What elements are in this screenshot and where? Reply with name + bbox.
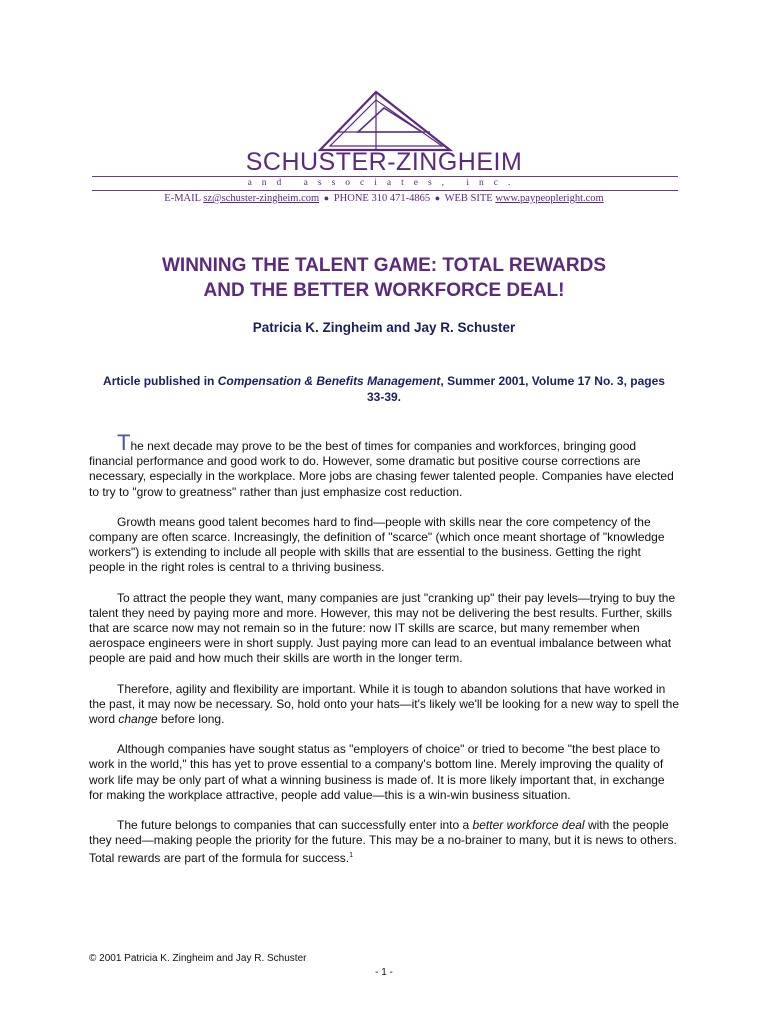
paragraph-5: Although companies have sought status as "employers of choice" or tried to become "the best place to work in the world," this has yet to prove essential to a company's bottom line. Merely improving the quality of work life may be only part of what a winning business is made of. It is more likely important that, in exchange for making the workplace attractive, people add value—this is a win-win business situation.: [89, 742, 665, 802]
paragraph-6-text-a: The future belongs to companies that can successfully enter into a: [117, 818, 473, 833]
pub-prefix: Article published in: [103, 374, 218, 388]
paragraph-1-text: he next decade may prove to be the best of times for companies and workforces, bringing good financial performance and good work to do. However, some dramatic but positive course corrections are necessary, especially in the workplace. More jobs are chasing fewer talented people. Companies have elected to try to "grow to greatness" rather than just emphasize cost reduction.: [89, 439, 674, 499]
paragraph-6-text-b: with the people they need—making people the priority for the future. This may be a no-brainer to many, but it is news to others. Total rewards are part of the formula for success.: [89, 818, 677, 866]
authors: Patricia K. Zingheim and Jay R. Schuster: [252, 320, 516, 335]
title-line-1: WINNING THE TALENT GAME: TOTAL REWARDS: [161, 255, 606, 276]
email-link[interactable]: sz@schuster-zingheim.com: [203, 193, 320, 204]
letterhead-rule-top: [92, 176, 678, 177]
paragraph-4-emphasis: change: [118, 712, 158, 727]
paragraph-6-emphasis: better workforce deal: [472, 818, 585, 833]
page-number: - 1 -: [375, 967, 393, 978]
footnote-ref[interactable]: 1: [349, 852, 354, 860]
article-title: [0, 253, 768, 303]
pyramid-logo-icon: [318, 90, 454, 152]
contact-line: [0, 193, 768, 204]
publication-note: [100, 373, 668, 405]
paragraph-6: [89, 818, 679, 867]
paragraph-3: To attract the people they want, many companies are just "cranking up" their pay levels—trying to buy the talent they need by paying more and more. However, this may not be delivering the best results. Further, skills that are scarce now may not remain so in the future: now IT skills are scarce, but many remember when aerospace engineers were in short supply. Just paying more can lead to an eventual imbalance between what people are paid and how much their skills are worth in the longer term.: [89, 590, 676, 666]
paragraph-1: [89, 430, 679, 500]
title-line-2: AND THE BETTER WORKFORCE DEAL!: [203, 280, 565, 301]
article-body: [89, 430, 679, 882]
letterhead-rule-bottom: [92, 190, 678, 191]
paragraph-2: Growth means good talent becomes hard to find—people with skills near the core competency of the company are often scarce. Increasingly, the definition of "scarce" (which once meant shortage of "knowledge workers") is extending to include all people with skills that are essential to the business. Getting the right people in the right roles is central to a thriving business.: [89, 514, 665, 575]
pub-journal: Compensation & Benefits Management: [217, 374, 441, 388]
brand-name: SCHUSTER-ZINGHEIM: [245, 148, 523, 176]
paragraph-4-text-b: before long.: [157, 712, 225, 727]
email-label: E-MAIL: [164, 193, 201, 204]
brand-subtitle: and associates, inc.: [247, 178, 521, 188]
copyright-notice: © 2001 Patricia K. Zingheim and Jay R. Schuster: [89, 953, 307, 964]
drop-cap: T: [117, 430, 131, 455]
pub-suffix: , Summer 2001, Volume 17 No. 3, pages 33-39.: [366, 374, 665, 404]
bullet-separator: ●: [323, 193, 330, 203]
paragraph-4: [89, 682, 679, 728]
phone-text: PHONE 310 471-4865: [333, 193, 431, 204]
paragraph-4-text-a: Therefore, agility and flexibility are important. While it is tough to abandon solutions that have worked in the past, it may now be necessary. So, hold onto your hats—it's likely we'll be looking for a new way to spell the word: [89, 681, 679, 727]
bullet-separator: ●: [434, 193, 441, 203]
website-link[interactable]: www.paypeopleright.com: [495, 193, 604, 204]
website-label: WEB SITE: [444, 193, 493, 204]
